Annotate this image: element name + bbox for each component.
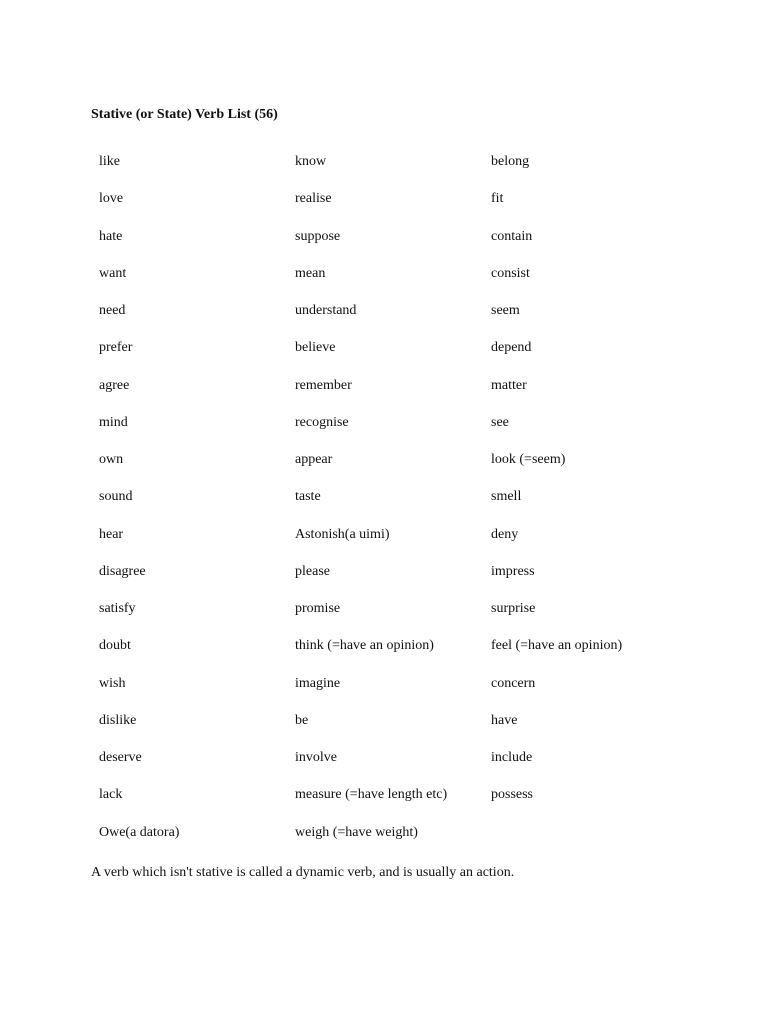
verb-cell: include <box>491 750 533 765</box>
verb-cell: appear <box>295 452 333 467</box>
verb-cell: depend <box>491 340 532 356</box>
verb-cell: lack <box>99 787 123 803</box>
table-row <box>99 562 671 599</box>
verb-cell: understand <box>295 303 357 318</box>
document-title: Stative (or State) Verb List (56) <box>91 107 278 122</box>
verb-cell: recognise <box>295 414 349 430</box>
verb-cell: impress <box>491 563 535 579</box>
verb-cell: be <box>295 712 309 728</box>
table-row <box>99 823 671 860</box>
verb-cell: disagree <box>99 563 146 579</box>
verb-cell: want <box>99 265 127 281</box>
verb-cell: Astonish(a uimi) <box>295 526 390 542</box>
verb-cell: feel (=have an opinion) <box>491 638 623 654</box>
verb-cell: involve <box>295 750 337 765</box>
verb-cell: measure (=have length etc) <box>295 787 448 803</box>
verb-cell: contain <box>491 228 533 244</box>
verb-cell: concern <box>491 675 536 691</box>
verb-cell: believe <box>295 340 336 356</box>
table-row <box>99 599 671 636</box>
verb-cell <box>491 823 671 860</box>
verb-cell: agree <box>99 377 130 393</box>
table-row <box>99 152 671 189</box>
table-row <box>99 711 671 748</box>
verb-table-body <box>99 152 671 860</box>
verb-cell: remember <box>295 377 352 393</box>
verb-cell: love <box>99 191 124 207</box>
verb-cell: see <box>491 414 509 430</box>
verb-cell: surprise <box>491 601 536 616</box>
verb-cell: sound <box>99 489 133 505</box>
verb-cell: know <box>295 154 327 169</box>
verb-cell: taste <box>295 489 321 505</box>
verb-cell: like <box>99 154 120 169</box>
verb-cell: consist <box>491 265 530 281</box>
verb-cell: weigh (=have weight) <box>295 824 418 840</box>
verb-cell: wish <box>99 675 126 691</box>
verb-cell: fit <box>491 191 504 207</box>
footer-note: A verb which isn't stative is called a dynamic verb, and is usually an action. <box>91 865 515 880</box>
verb-cell: deserve <box>99 750 142 765</box>
table-row <box>99 785 671 822</box>
table-row <box>99 301 671 338</box>
verb-cell: deny <box>491 526 519 542</box>
verb-cell: matter <box>491 377 527 393</box>
table-row <box>99 487 671 524</box>
table-row <box>99 376 671 413</box>
verb-cell: Owe(a datora) <box>99 824 180 840</box>
verb-cell: hear <box>99 526 124 542</box>
table-row <box>99 674 671 711</box>
table-row <box>99 227 671 264</box>
table-row <box>99 525 671 562</box>
verb-cell: smell <box>491 489 522 505</box>
verb-cell: doubt <box>99 638 131 654</box>
verb-cell: hate <box>99 228 123 244</box>
verb-cell: promise <box>295 601 341 616</box>
table-row <box>99 189 671 226</box>
verb-cell: imagine <box>295 675 341 691</box>
verb-cell: satisfy <box>99 601 136 616</box>
verb-cell: have <box>491 712 518 728</box>
verb-cell: need <box>99 303 126 318</box>
verb-cell: prefer <box>99 340 133 356</box>
table-row <box>99 450 671 487</box>
table-row <box>99 748 671 785</box>
table-row <box>99 338 671 375</box>
verb-cell: mind <box>99 414 128 430</box>
verb-cell: own <box>99 452 124 467</box>
verb-cell: mean <box>295 265 326 281</box>
verb-cell: possess <box>491 787 534 803</box>
verb-cell: belong <box>491 154 530 169</box>
table-row <box>99 413 671 450</box>
table-row <box>99 264 671 301</box>
table-row <box>99 636 671 673</box>
verb-cell: look (=seem) <box>491 452 566 467</box>
verb-cell: seem <box>491 303 520 318</box>
verb-table <box>99 152 671 860</box>
verb-cell: suppose <box>295 228 341 244</box>
verb-cell: think (=have an opinion) <box>295 638 434 654</box>
verb-cell: realise <box>295 191 332 207</box>
verb-cell: dislike <box>99 712 137 728</box>
verb-cell: please <box>295 563 330 579</box>
